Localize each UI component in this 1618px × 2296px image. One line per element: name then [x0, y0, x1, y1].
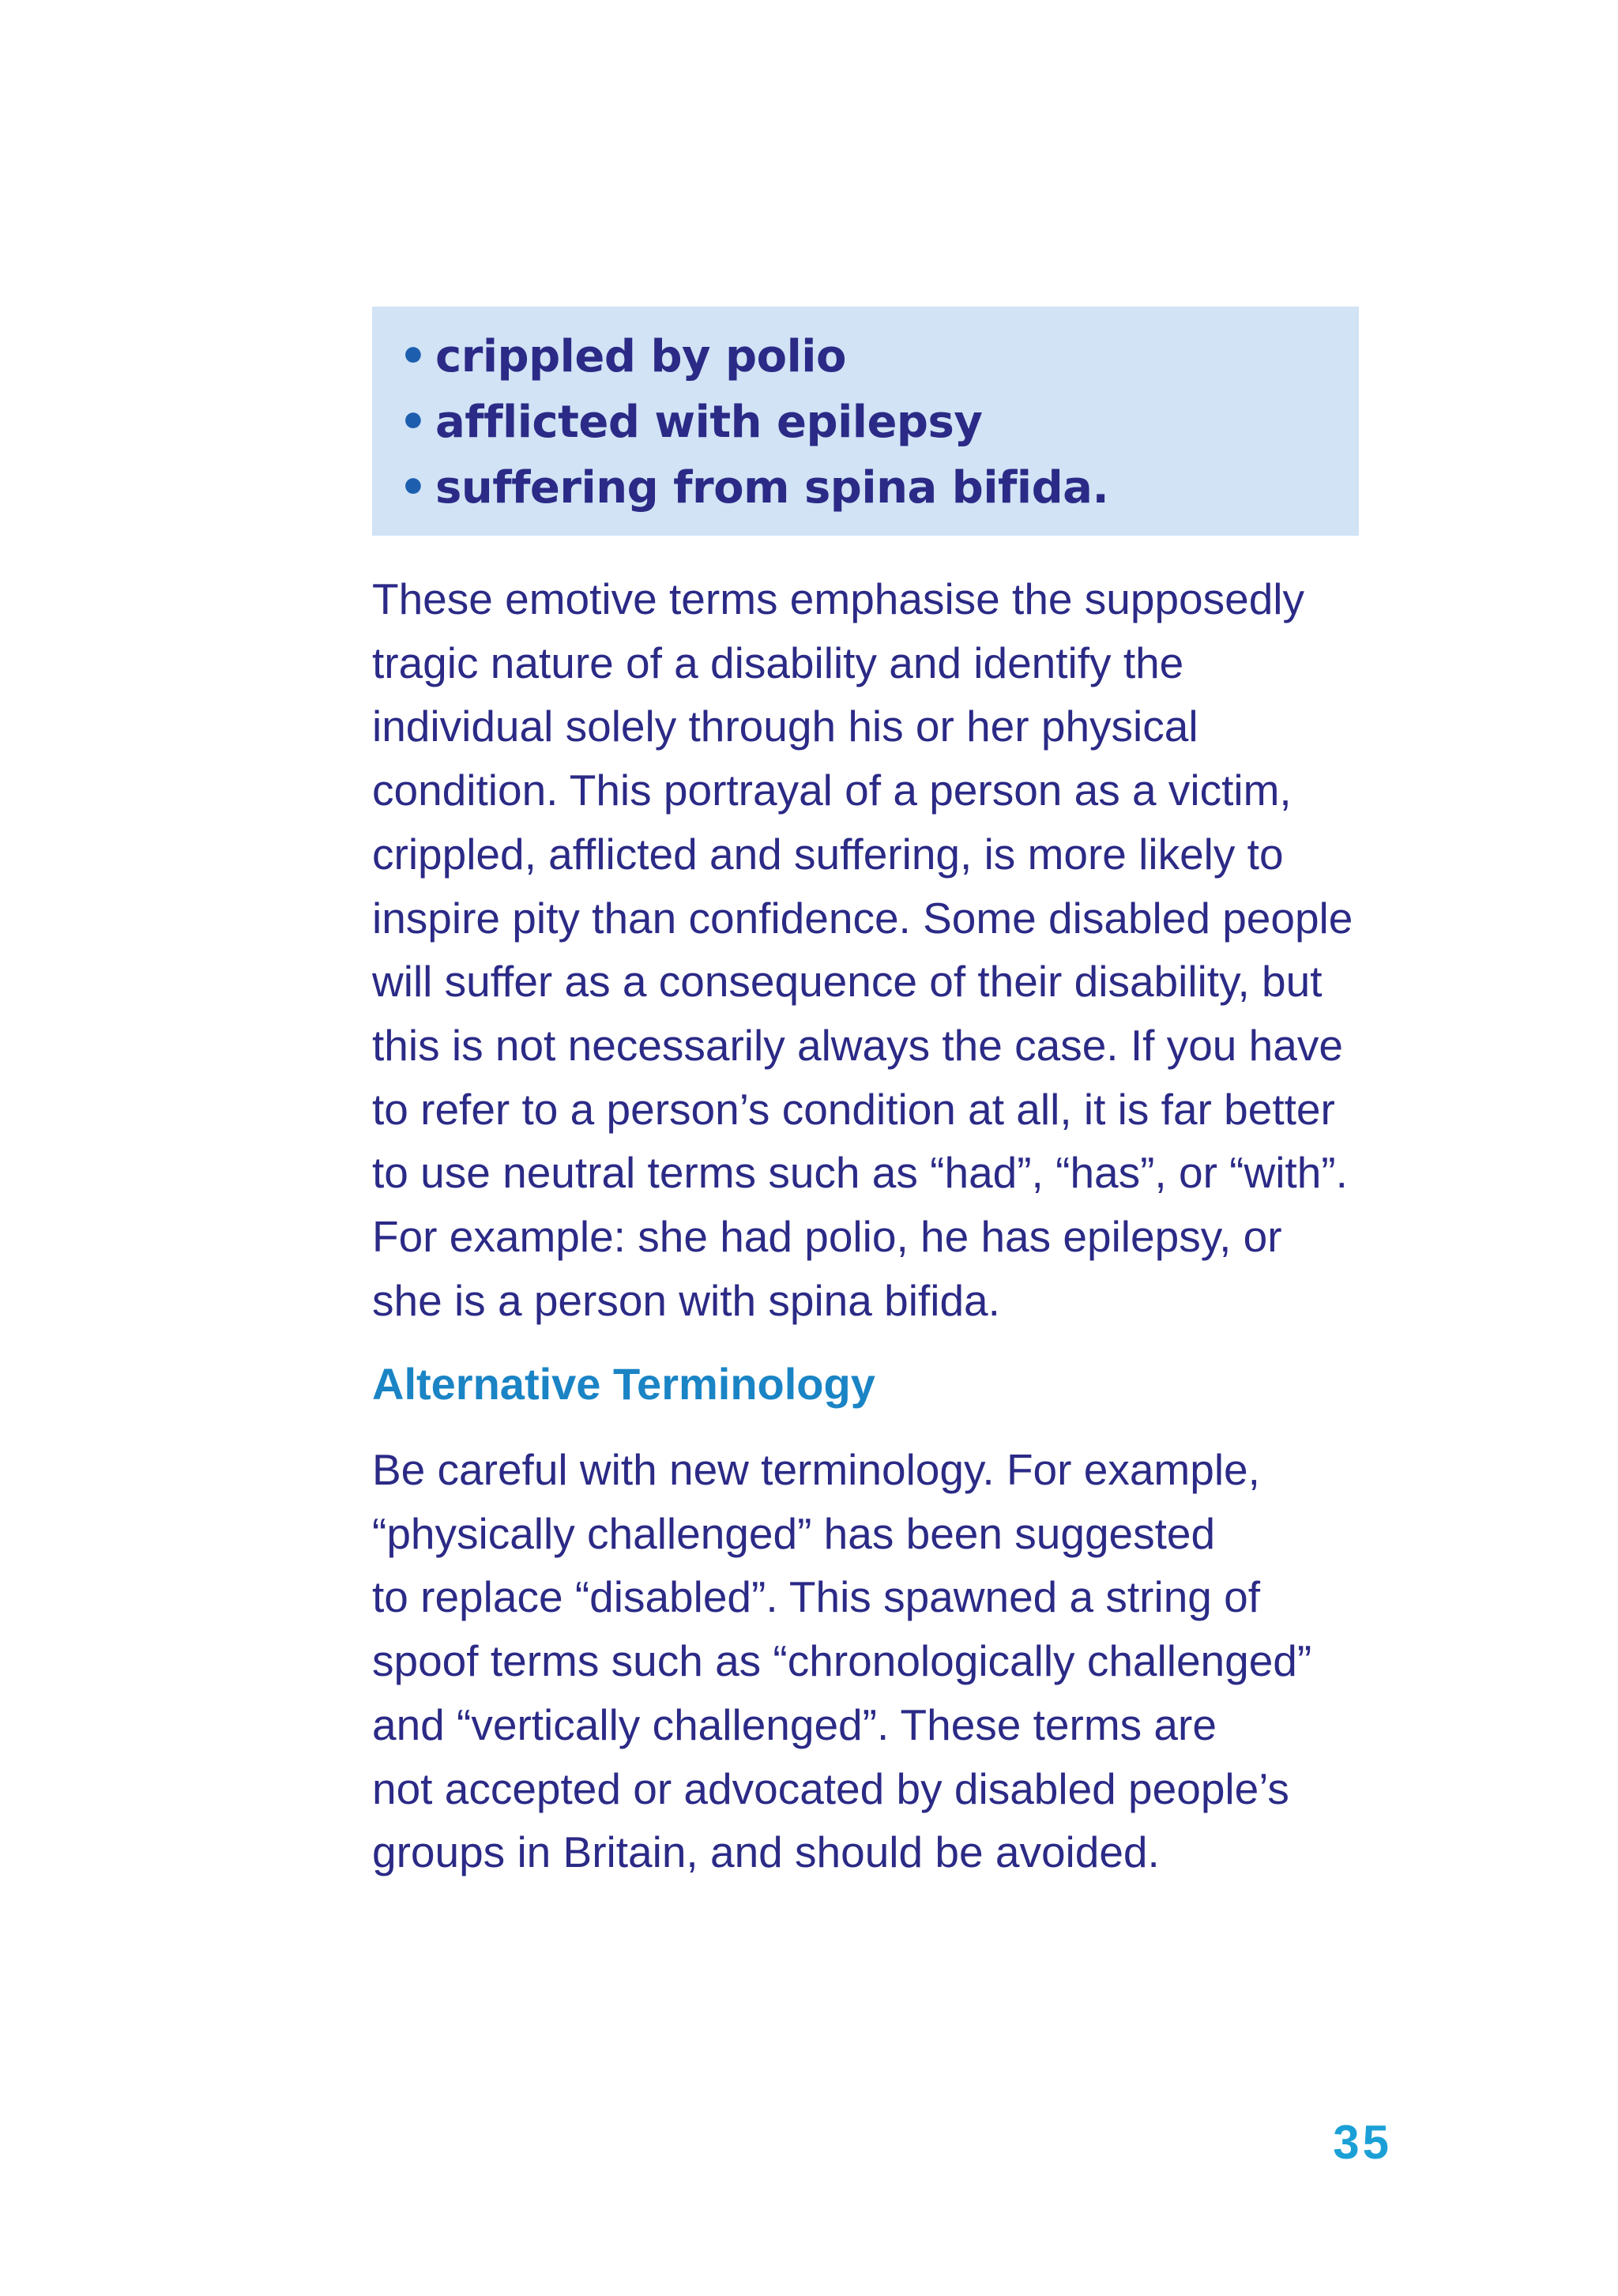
text-line: to refer to a person’s condition at all, it is far better	[372, 1084, 1335, 1134]
text-line: and “vertically challenged”. These terms are	[372, 1699, 1217, 1749]
bullet-icon: •	[399, 397, 427, 448]
text-line: to replace “disabled”. This spawned a string of	[372, 1572, 1261, 1622]
text-line: For example: she had polio, he has epilepsy, or	[372, 1212, 1282, 1262]
paragraph-emotive-terms	[372, 567, 1462, 1332]
text-line: will suffer as a consequence of their disability, but	[372, 957, 1323, 1007]
bullet-icon: •	[399, 462, 427, 514]
text-line: spoof terms such as “chronologically challenged”	[372, 1636, 1312, 1686]
section-heading: Alternative Terminology	[372, 1359, 875, 1409]
page-number: 35	[1333, 2116, 1392, 2169]
text-line: “physically challenged” has been suggested	[372, 1508, 1216, 1558]
text-line: tragic nature of a disability and identify the	[372, 638, 1184, 687]
text-line: individual solely through his or her physical	[372, 702, 1198, 751]
text-line: not accepted or advocated by disabled people’s	[372, 1763, 1289, 1813]
callout-list	[399, 324, 1359, 521]
text-line: condition. This portrayal of a person as a victim,	[372, 766, 1292, 815]
text-line: crippled, afflicted and suffering, is more likely to	[372, 829, 1284, 879]
list-item-text: afflicted with epilepsy	[435, 397, 983, 448]
text-line: inspire pity than confidence. Some disabled people	[372, 893, 1353, 943]
list-item	[399, 390, 1359, 455]
list-item-text: suffering from spina bifida.	[435, 462, 1109, 514]
list-item	[399, 455, 1359, 521]
text-line: to use neutral terms such as “had”, “has”, or “with”.	[372, 1148, 1348, 1198]
bullet-icon: •	[399, 331, 427, 382]
text-line: she is a person with spina bifida.	[372, 1275, 1000, 1325]
text-line: Be careful with new terminology. For example,	[372, 1445, 1260, 1494]
list-item	[399, 324, 1359, 390]
list-item-text: crippled by polio	[435, 331, 846, 382]
text-line: groups in Britain, and should be avoided.	[372, 1827, 1160, 1877]
text-line: this is not necessarily always the case. If you have	[372, 1020, 1343, 1070]
text-line: These emotive terms emphasise the supposedly	[372, 574, 1305, 623]
callout-box	[372, 307, 1359, 536]
paragraph-new-terminology	[372, 1438, 1462, 1884]
